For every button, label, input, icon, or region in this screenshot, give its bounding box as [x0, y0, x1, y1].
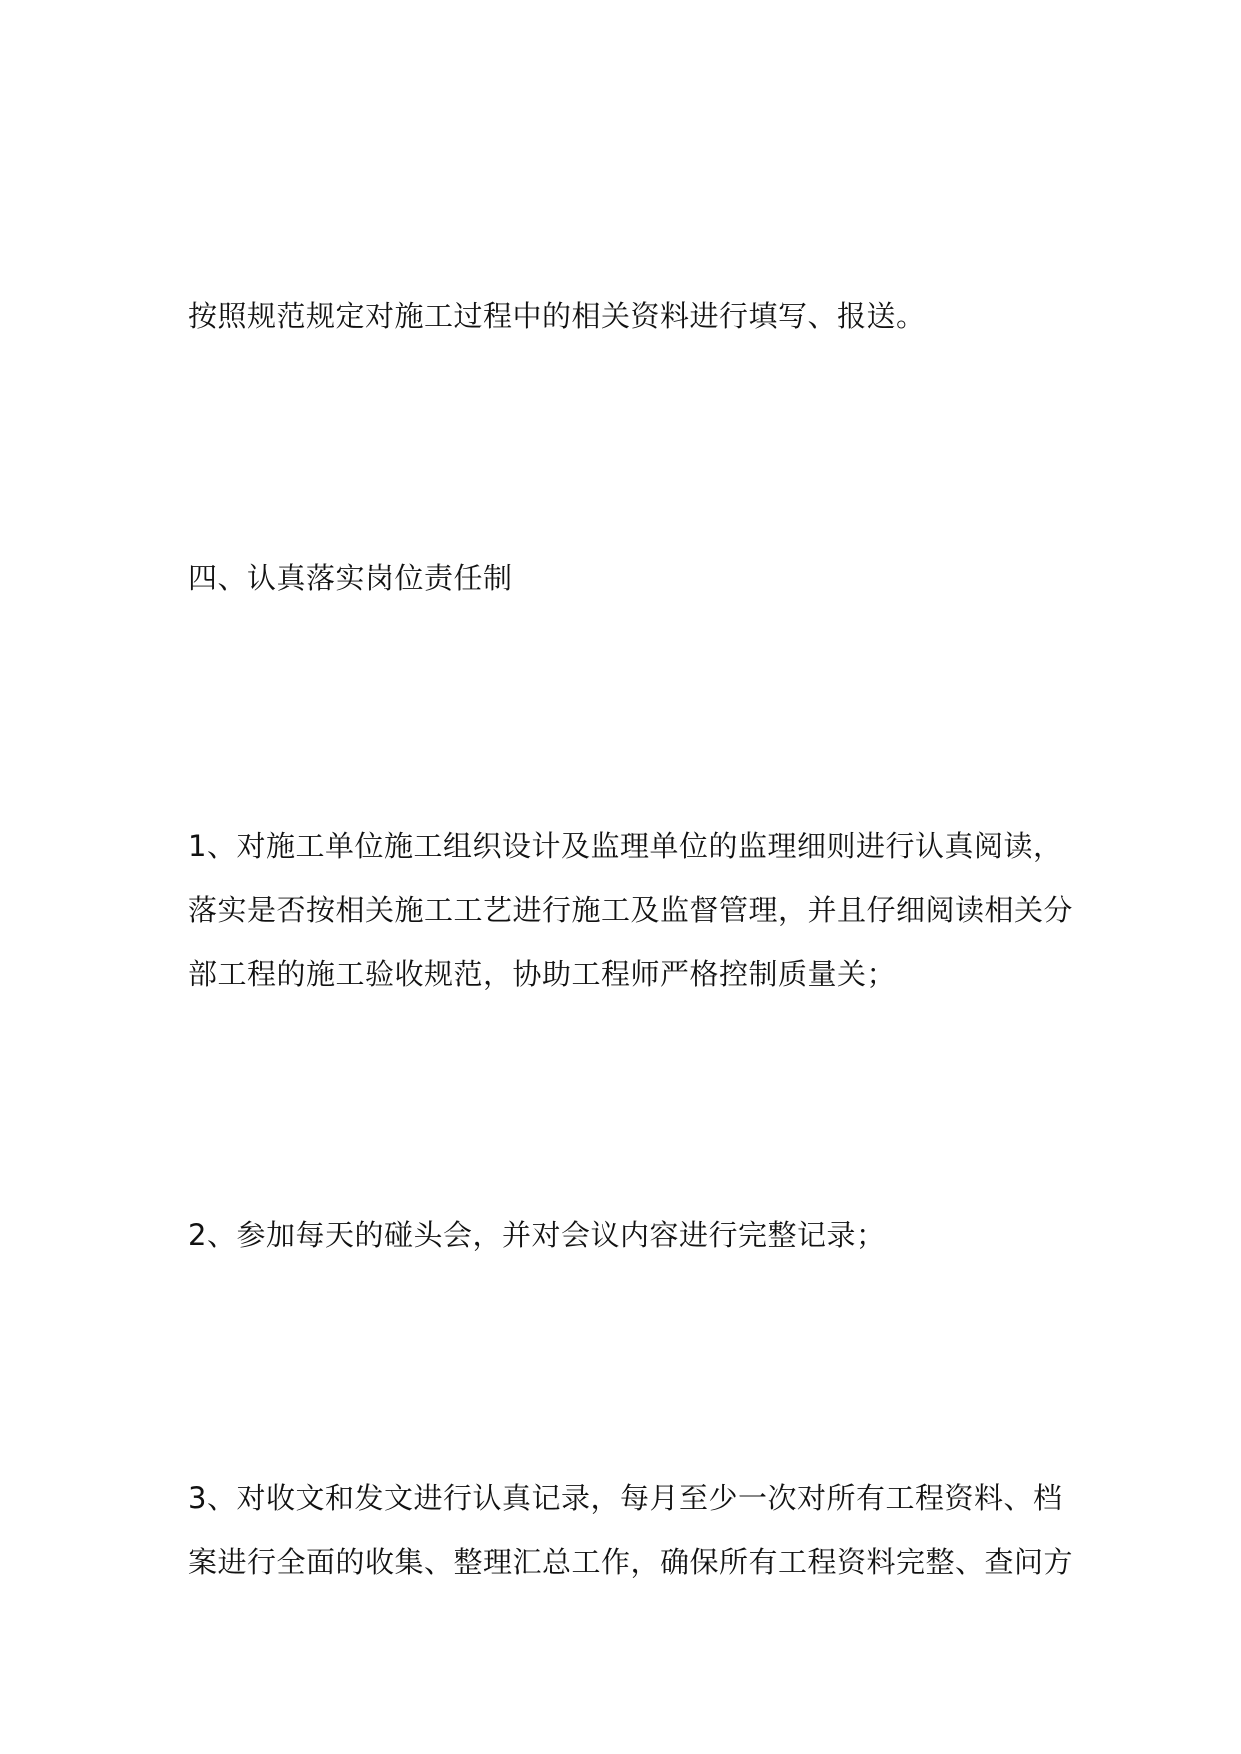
paragraph-intro [188, 284, 1068, 348]
text-line: 3、对收文和发文进行认真记录，每月至少一次对所有工程资料、档 [188, 1481, 1063, 1515]
text-line: 落实是否按相关施工工艺进行施工及监督管理，并且仔细阅读相关分 [188, 893, 1074, 927]
text-line: 案进行全面的收集、整理汇总工作，确保所有工程资料完整、查问方 [188, 1545, 1074, 1579]
text-line: 部工程的施工验收规范，协助工程师严格控制质量关； [188, 957, 897, 991]
list-item-3 [188, 1466, 1074, 1594]
text-line: 按照规范规定对施工过程中的相关资料进行填写、报送。 [188, 299, 926, 333]
section-heading [188, 546, 1068, 610]
list-item-1 [188, 814, 1074, 1006]
text-line: 1、对施工单位施工组织设计及监理单位的监理细则进行认真阅读， [188, 829, 1063, 863]
heading-text: 四、认真落实岗位责任制 [188, 561, 513, 595]
text-line: 2、参加每天的碰头会，并对会议内容进行完整记录； [188, 1218, 886, 1252]
list-item-2 [188, 1203, 1068, 1267]
